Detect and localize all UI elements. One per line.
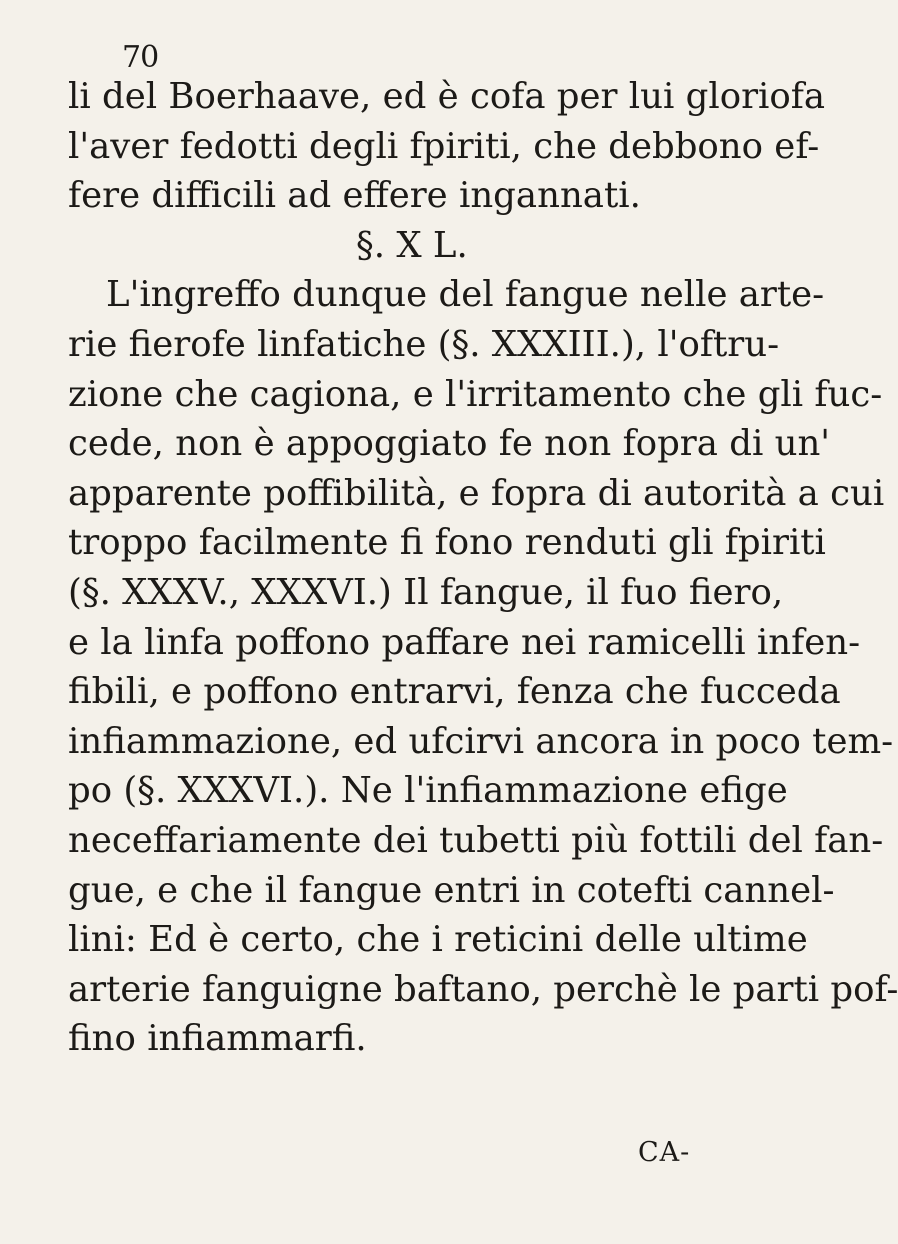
text-line: l'aver fedotti degli fpiriti, che debbono ef- bbox=[68, 125, 820, 167]
text-line: gue, e che il fangue entri in cotefti cannel- bbox=[68, 869, 835, 911]
body-text bbox=[68, 72, 898, 1064]
text-line: e la linfa poffono paffare nei ramicelli infen- bbox=[68, 621, 861, 663]
text-line: infiammazione, ed ufcirvi ancora in poco tem- bbox=[68, 720, 894, 762]
text-line: li del Boerhaave, ed è cofa per lui gloriofa bbox=[68, 76, 826, 117]
text-line: zione che cagiona, e l'irritamento che gli fuc- bbox=[68, 373, 883, 415]
text-line: fere difficili ad effere ingannati. bbox=[68, 175, 641, 217]
section-heading: §. X L. bbox=[356, 224, 468, 266]
text-line: apparente poffibilità, e fopra di autorità a cui bbox=[68, 472, 885, 514]
page-number: 70 bbox=[122, 40, 159, 75]
catchword: CA- bbox=[638, 1137, 691, 1168]
text-line: fino infiammarfi. bbox=[68, 1018, 367, 1060]
text-line: fibili, e poffono entrarvi, fenza che fucceda bbox=[68, 671, 841, 713]
text-line: cede, non è appoggiato fe non fopra di un' bbox=[68, 423, 831, 465]
text-line: arterie fanguigne baftano, perchè le parti pof- bbox=[68, 968, 898, 1010]
text-line: troppo facilmente fi fono renduti gli fpiriti bbox=[68, 522, 826, 564]
text-line: (§. XXXV., XXXVI.) Il fangue, il fuo fiero, bbox=[68, 571, 784, 613]
text-line: rie fierofe linfatiche (§. XXXIII.), l'oftru- bbox=[68, 323, 780, 365]
text-line: L'ingreffo dunque del fangue nelle arte- bbox=[106, 274, 825, 316]
text-line: lini: Ed è certo, che i reticini delle ultime bbox=[68, 919, 808, 961]
text-line: neceffariamente dei tubetti più fottili del fan- bbox=[68, 819, 884, 861]
text-line: po (§. XXXVI.). Ne l'infiammazione efige bbox=[68, 770, 788, 812]
